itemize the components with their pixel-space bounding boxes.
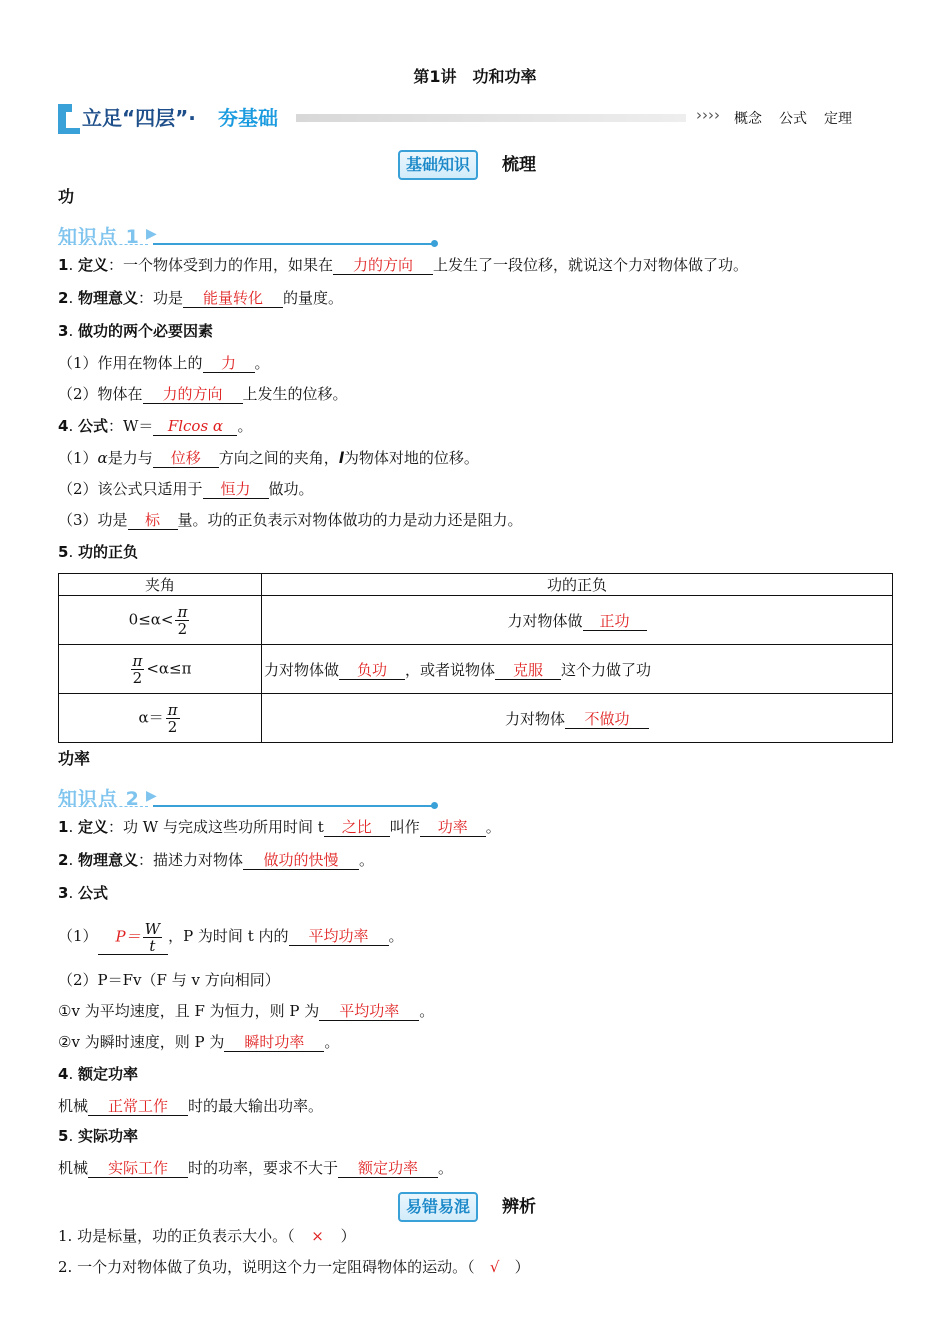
banner-left: 立足“四层”· [82,106,196,130]
cond-cell [59,596,262,645]
page-title: 第1讲 功和功率 [413,67,537,86]
sign-table [58,573,893,743]
txt: ，P 为时间 t 内的 [168,927,289,945]
rated-heading: 4. 额定功率 [58,1065,139,1083]
txt: 。 [438,1159,454,1177]
power-meaning: 2. 物理意义：描述力对物体 做功的快慢 。 [58,851,375,869]
txt: ：描述力对物体 [138,851,244,869]
kp-dash [58,806,148,807]
kp-label: 知识点 1 [58,226,140,248]
txt: （1） [58,449,98,467]
num: 3 [58,322,69,340]
judge-1 [58,1226,356,1246]
cond: 0≤α< [128,610,174,628]
head: 公式 [78,884,109,902]
kp-arrow-icon: ▶ [146,226,157,242]
txt: 为物体对地的位移。 [343,449,479,467]
answer: 额定功率 [338,1159,438,1178]
txt: 。 [254,354,270,372]
txt: ①v 为平均速度，且 F 为恒力，则 P 为 [58,1002,320,1020]
txt: ，或者说物体 [405,660,496,679]
txt: 上发生了一段位移，就说这个力对物体做了功。 [433,256,749,274]
judge-2 [58,1257,530,1277]
txt: （1）作用在物体上的 [58,354,203,372]
answer: 力的方向 [143,385,243,404]
txt: 的量度。 [283,289,344,307]
txt: 量。功的正负表示对物体做功的力是动力还是阻力。 [177,511,523,529]
answer: 力 [203,354,255,373]
sign-heading: 5. 功的正负 [58,543,139,561]
txt: 力对物体 [504,709,565,728]
head: 定义 [78,818,109,836]
heading-gonglv: 功率 [58,749,91,768]
num: 5 [58,543,69,561]
power-def: 1. 定义：功 W 与完成这些功所用时间 t 之比 叫作 功率 。 [58,818,501,836]
formula-line: 4. 公式：W＝ Flcos α 。 [58,417,253,435]
answer: 功率 [420,818,486,837]
actual-heading: 5. 实际功率 [58,1127,139,1145]
answer: 正功 [583,612,647,631]
txt: 。 [419,1002,435,1020]
banner-accent: 夯基础 [218,106,278,130]
formula-note-3 [58,510,523,530]
txt: 机械 [58,1097,89,1115]
num: 2 [58,851,69,869]
th-sign: 功的正负 [262,574,893,596]
knowledge-point-2 [58,784,438,810]
table-row [59,596,893,645]
answer: 瞬时功率 [224,1033,324,1052]
txt: ：功是 [138,289,184,307]
power-avg [58,1001,434,1021]
kp-arrow-icon: ▶ [146,788,157,804]
txt: （2）该公式只适用于 [58,480,203,498]
txt: ②v 为瞬时速度，则 P 为 [58,1033,225,1051]
table-row [59,694,893,743]
result-cell [262,694,893,743]
txt: 2. 一个力对物体做了负功，说明这个力一定阻碍物体的运动。（ [58,1258,475,1276]
factor-2 [58,384,348,404]
answer: 力的方向 [333,256,433,275]
th-angle: 夹角 [59,574,262,596]
txt: 。 [485,818,501,836]
kp-bar [153,805,433,807]
result-cell [262,645,893,694]
tag-rest: 辨析 [502,1197,536,1217]
txt: （2）物体在 [58,385,143,403]
txt: 。 [388,927,404,945]
fraction: $\frac{W}{t}$ [144,919,161,955]
power-inst [58,1032,339,1052]
txt: 是力与 [107,449,153,467]
fraction: $\frac{\pi}{2}$ [132,651,143,687]
cond: <α≤π [146,659,192,677]
banner-theorem: 定理 [824,111,852,127]
txt: （3）功是 [58,511,128,529]
l-var: l [338,449,344,467]
num: 5 [58,1127,69,1145]
result-cell [262,596,893,645]
kp-dot [431,802,438,809]
tag-box: 易错易混 [398,1192,478,1222]
answer: 之比 [324,818,390,837]
txt: ：一个物体受到力的作用，如果在 [108,256,334,274]
num: 3 [58,884,69,902]
answer: 平均功率 [289,927,389,946]
answer: √ [489,1258,500,1276]
txt: 做功。 [268,480,314,498]
cond-cell [59,645,262,694]
answer: 负功 [339,661,405,680]
factors-heading: 3. 做功的两个必要因素 [58,322,214,340]
txt: 。 [359,851,375,869]
answer: × [311,1227,324,1245]
txt: ：功 W 与完成这些功所用时间 t [108,818,324,836]
power-formula-2 [58,970,280,990]
txt: 。 [324,1033,340,1051]
head: 定义 [78,256,109,274]
head: 功的正负 [78,543,139,561]
txt: （2）P＝Fv（F 与 v 方向相同） [58,971,280,989]
answer: 克服 [495,661,561,680]
power-formula-1 [58,914,404,958]
txt: 叫作 [389,818,420,836]
tag-box: 基础知识 [398,150,478,180]
answer: 正常工作 [88,1097,188,1116]
power-formula-heading: 3. 公式 [58,884,109,902]
num: 4 [58,417,69,435]
formula-note-2 [58,479,314,499]
txt: （1） [58,927,98,945]
rated-line [58,1096,323,1116]
tag-rest: 梳理 [502,155,536,175]
txt: ） [514,1258,530,1276]
table-row [59,645,893,694]
txt: 力对物体做 [507,611,583,630]
txt: 1. 功是标量，功的正负表示大小。（ [58,1227,295,1245]
kp-label: 知识点 2 [58,788,140,810]
num: 4 [58,1065,69,1083]
fraction: $\frac{\pi}{2}$ [177,602,188,638]
answer: P＝ [115,927,141,945]
txt: 。 [237,417,253,435]
answer: 恒力 [203,480,269,499]
actual-line [58,1158,453,1178]
answer: 平均功率 [319,1002,419,1021]
knowledge-point-1 [58,222,438,248]
kp-dash [58,244,148,245]
txt: ） [340,1227,356,1245]
txt: 时的功率，要求不大于 [188,1159,339,1177]
answer: 不做功 [565,710,649,729]
head: 做功的两个必要因素 [78,322,214,340]
answer: 标 [128,511,178,530]
txt: 机械 [58,1159,89,1177]
formula-note-1 [58,448,479,468]
num: 2 [58,289,69,307]
txt: 方向之间的夹角， [218,449,339,467]
txt: ：W＝ [108,417,154,435]
heading-gong: 功 [58,187,75,206]
head: 物理意义 [78,851,139,869]
meaning-line: 2. 物理意义：功是 能量转化 的量度。 [58,289,344,307]
head: 额定功率 [78,1065,139,1083]
def-line: 1. 定义：一个物体受到力的作用，如果在 力的方向 上发生了一段位移，就说这个力对物体做了功。 [58,256,749,274]
answer: 实际工作 [88,1159,188,1178]
section-banner [58,100,858,134]
txt: 力对物体做 [264,660,340,679]
fraction: $\frac{\pi}{2}$ [167,700,178,736]
head: 物理意义 [78,289,139,307]
banner-formula: 公式 [779,111,807,127]
cond: α＝ [138,708,164,726]
answer: 位移 [153,449,219,468]
alpha: α [97,449,108,467]
cond-cell [59,694,262,743]
section-tag-basics [398,150,558,180]
txt: 上发生的位移。 [242,385,348,403]
txt: 时的最大输出功率。 [188,1097,324,1115]
num: 1 [58,818,69,836]
txt: 这个力做了功 [561,660,652,679]
head: 实际功率 [78,1127,139,1145]
section-tag-pitfalls [398,1192,558,1222]
kp-bar [153,243,433,245]
factor-1 [58,353,270,373]
answer: 做功的快慢 [243,851,359,870]
answer: 能量转化 [183,289,283,308]
kp-dot [431,240,438,247]
banner-chevrons: ›››› [696,106,720,124]
banner-bar [296,114,686,122]
answer: Flcos α [153,417,237,436]
num: 1 [58,256,69,274]
head: 公式 [78,417,109,435]
banner-concept: 概念 [734,111,762,127]
